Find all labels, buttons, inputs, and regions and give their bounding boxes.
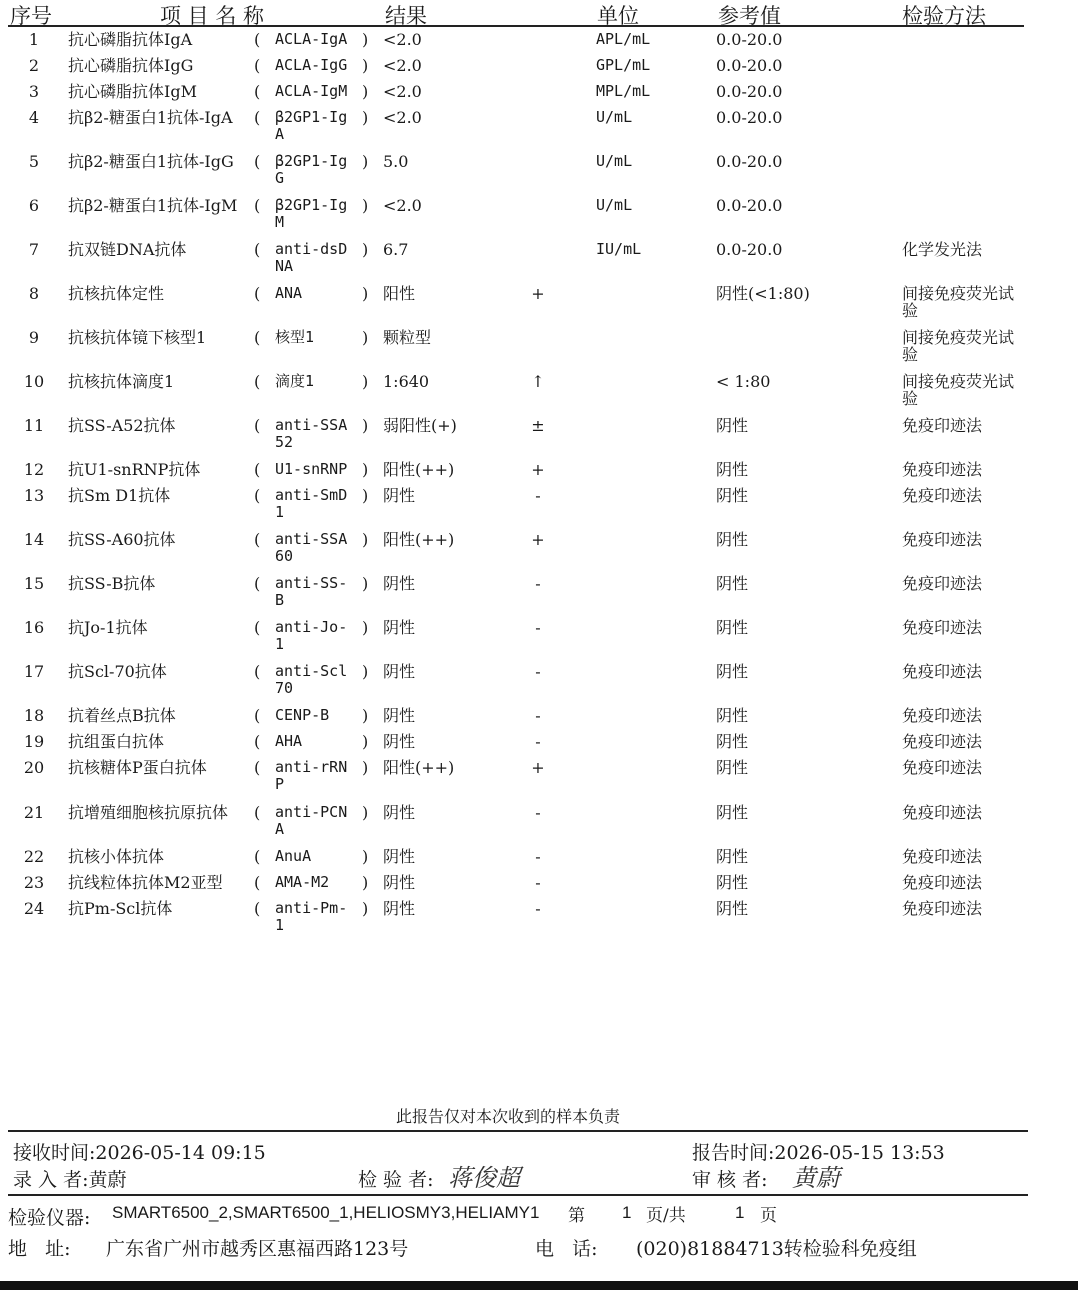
test-name: 抗心磷脂抗体IgA	[68, 30, 193, 49]
close-paren: )	[362, 30, 369, 49]
test-abbreviation: AHA	[275, 732, 303, 750]
row-number: 18	[23, 706, 45, 725]
test-unit: IU/mL	[596, 240, 642, 258]
header-no: 序号	[10, 4, 52, 28]
reference-range: 阴性	[716, 416, 749, 435]
test-name: 抗U1-snRNP抗体	[68, 460, 201, 479]
result-flag: -	[535, 574, 541, 593]
close-paren: )	[362, 82, 369, 101]
test-abbreviation: ANA	[275, 284, 303, 302]
test-abbreviation: anti-SSA60	[275, 530, 348, 565]
test-name: 抗组蛋白抗体	[68, 732, 165, 751]
reference-range: 0.0-20.0	[716, 152, 783, 171]
reference-range: 阴性	[716, 803, 749, 822]
test-abbreviation: 滴度1	[275, 372, 315, 390]
row-number: 3	[28, 82, 40, 101]
test-method: 免疫印迹法	[902, 847, 983, 866]
test-name: 抗Jo-1抗体	[68, 618, 148, 637]
header-method: 检验方法	[902, 4, 986, 28]
test-abbreviation: AMA-M2	[275, 873, 330, 891]
test-name: 抗SS-A60抗体	[68, 530, 176, 549]
row-number: 19	[23, 732, 45, 751]
open-paren: (	[254, 706, 261, 725]
test-method: 化学发光法	[902, 240, 983, 259]
test-abbreviation: AnuA	[275, 847, 312, 865]
test-method: 免疫印迹法	[902, 899, 983, 918]
open-paren: (	[254, 328, 261, 347]
open-paren: (	[254, 530, 261, 549]
test-result: 阳性(++)	[383, 530, 455, 549]
test-abbreviation: anti-SmD1	[275, 486, 348, 521]
test-abbreviation: anti-SSA52	[275, 416, 348, 451]
row-number: 5	[28, 152, 40, 171]
header-name: 项 目 名 称	[160, 4, 265, 28]
instrument-list: SMART6500_2,SMART6500_1,HELIOSMY3,HELIAMY1	[112, 1203, 540, 1222]
result-flag: +	[531, 758, 545, 777]
reference-range: 0.0-20.0	[716, 82, 783, 101]
tester-label: 检 验 者:	[358, 1169, 434, 1191]
open-paren: (	[254, 240, 261, 259]
test-abbreviation: CENP-B	[275, 706, 330, 724]
close-paren: )	[362, 732, 369, 751]
result-flag: -	[535, 873, 541, 892]
test-abbreviation: anti-dsDNA	[275, 240, 348, 275]
test-result: 1:640	[383, 372, 430, 391]
row-number: 2	[28, 56, 40, 75]
test-unit: APL/mL	[596, 30, 651, 48]
row-number: 10	[23, 372, 45, 391]
close-paren: )	[362, 662, 369, 681]
reference-range: 阴性(<1:80)	[716, 284, 810, 303]
test-abbreviation: ACLA-IgM	[275, 82, 348, 100]
test-method: 免疫印迹法	[902, 530, 983, 549]
open-paren: (	[254, 152, 261, 171]
open-paren: (	[254, 82, 261, 101]
test-method: 免疫印迹法	[902, 873, 983, 892]
reference-range: 阴性	[716, 899, 749, 918]
close-paren: )	[362, 486, 369, 505]
close-paren: )	[362, 284, 369, 303]
test-abbreviation: β2GP1-IgA	[275, 108, 348, 143]
test-unit: U/mL	[596, 108, 633, 126]
header-ref: 参考值	[718, 4, 781, 28]
test-method: 免疫印迹法	[902, 416, 983, 435]
test-result: 颗粒型	[383, 328, 432, 347]
phone-label: 电 话:	[535, 1238, 598, 1260]
open-paren: (	[254, 56, 261, 75]
test-result: <2.0	[383, 56, 422, 75]
report-time: 报告时间:2026-05-15 13:53	[692, 1142, 945, 1164]
test-name: 抗核抗体镜下核型1	[68, 328, 207, 347]
test-name: 抗心磷脂抗体IgM	[68, 82, 197, 101]
tester-signature: 蒋俊超	[448, 1164, 520, 1192]
test-abbreviation: anti-Pm-1	[275, 899, 348, 934]
test-name: 抗增殖细胞核抗原抗体	[68, 803, 229, 822]
test-method: 免疫印迹法	[902, 706, 983, 725]
reviewer-label: 审 核 者:	[692, 1169, 768, 1191]
test-result: <2.0	[383, 30, 422, 49]
test-abbreviation: ACLA-IgG	[275, 56, 348, 74]
close-paren: )	[362, 873, 369, 892]
result-flag: -	[535, 847, 541, 866]
close-paren: )	[362, 758, 369, 777]
test-method: 免疫印迹法	[902, 732, 983, 751]
test-result: 阴性	[383, 662, 416, 681]
result-flag: +	[531, 460, 545, 479]
test-unit: U/mL	[596, 196, 633, 214]
row-number: 8	[28, 284, 40, 303]
test-name: 抗双链DNA抗体	[68, 240, 187, 259]
test-name: 抗Pm-Scl抗体	[68, 899, 173, 918]
reference-range: 0.0-20.0	[716, 240, 783, 259]
open-paren: (	[254, 196, 261, 215]
test-result: 阴性	[383, 574, 416, 593]
test-name: 抗线粒体抗体M2亚型	[68, 873, 223, 892]
row-number: 14	[23, 530, 45, 549]
result-flag: +	[531, 530, 545, 549]
test-name: 抗β2-糖蛋白1抗体-IgA	[68, 108, 233, 127]
row-number: 1	[28, 30, 40, 49]
close-paren: )	[362, 196, 369, 215]
test-name: 抗Scl-70抗体	[68, 662, 167, 681]
page-prefix: 第	[568, 1206, 585, 1226]
test-result: 阴性	[383, 899, 416, 918]
bottom-edge-bar	[0, 1281, 1078, 1290]
close-paren: )	[362, 899, 369, 918]
row-number: 12	[23, 460, 45, 479]
result-flag: +	[531, 284, 545, 303]
receive-time: 接收时间:2026-05-14 09:15	[13, 1142, 266, 1164]
result-flag: -	[535, 486, 541, 505]
test-result: <2.0	[383, 196, 422, 215]
row-number: 23	[23, 873, 45, 892]
test-name: 抗核抗体滴度1	[68, 372, 175, 391]
test-result: 阴性	[383, 732, 416, 751]
result-flag: ↑	[531, 372, 545, 391]
close-paren: )	[362, 56, 369, 75]
reference-range: 阴性	[716, 873, 749, 892]
result-flag: -	[535, 706, 541, 725]
reviewer-signature: 黄蔚	[792, 1164, 840, 1192]
test-abbreviation: ACLA-IgA	[275, 30, 348, 48]
address: 广东省广州市越秀区惠福西路123号	[106, 1238, 409, 1260]
test-result: 弱阳性(+)	[383, 416, 457, 435]
test-abbreviation: anti-PCNA	[275, 803, 348, 838]
test-method: 免疫印迹法	[902, 460, 983, 479]
open-paren: (	[254, 662, 261, 681]
test-abbreviation: U1-snRNP	[275, 460, 348, 478]
reference-range: < 1:80	[716, 372, 771, 391]
page-suffix: 页	[760, 1206, 777, 1226]
test-name: 抗核小体抗体	[68, 847, 165, 866]
page-current: 1	[622, 1203, 632, 1222]
test-result: 阴性	[383, 847, 416, 866]
close-paren: )	[362, 328, 369, 347]
test-unit: GPL/mL	[596, 56, 651, 74]
open-paren: (	[254, 618, 261, 637]
test-result: 5.0	[383, 152, 409, 171]
reference-range: 阴性	[716, 847, 749, 866]
reference-range: 阴性	[716, 486, 749, 505]
test-abbreviation: anti-SS-B	[275, 574, 348, 609]
test-method: 免疫印迹法	[902, 803, 983, 822]
test-unit: MPL/mL	[596, 82, 651, 100]
close-paren: )	[362, 240, 369, 259]
reference-range: 阴性	[716, 758, 749, 777]
open-paren: (	[254, 372, 261, 391]
open-paren: (	[254, 108, 261, 127]
result-flag: ±	[531, 416, 545, 435]
test-method: 间接免疫荧光试验	[902, 284, 1015, 320]
test-name: 抗SS-B抗体	[68, 574, 156, 593]
close-paren: )	[362, 706, 369, 725]
test-name: 抗SS-A52抗体	[68, 416, 176, 435]
open-paren: (	[254, 732, 261, 751]
page-mid: 页/共	[646, 1206, 686, 1226]
test-abbreviation: anti-rRNP	[275, 758, 348, 793]
close-paren: )	[362, 574, 369, 593]
reference-range: 0.0-20.0	[716, 108, 783, 127]
close-paren: )	[362, 372, 369, 391]
test-result: 阳性(++)	[383, 758, 455, 777]
test-unit: U/mL	[596, 152, 633, 170]
test-method: 免疫印迹法	[902, 618, 983, 637]
test-name: 抗Sm D1抗体	[68, 486, 171, 505]
phone: (020)81884713转检验科免疫组	[636, 1238, 917, 1260]
test-name: 抗核糖体P蛋白抗体	[68, 758, 207, 777]
test-abbreviation: β2GP1-IgM	[275, 196, 348, 231]
test-result: 阴性	[383, 803, 416, 822]
open-paren: (	[254, 847, 261, 866]
entry-person: 录 入 者:黄蔚	[13, 1169, 127, 1191]
row-number: 7	[28, 240, 40, 259]
row-number: 4	[28, 108, 40, 127]
test-abbreviation: β2GP1-IgG	[275, 152, 348, 187]
test-method: 免疫印迹法	[902, 662, 983, 681]
close-paren: )	[362, 618, 369, 637]
test-name: 抗核抗体定性	[68, 284, 165, 303]
open-paren: (	[254, 30, 261, 49]
reference-range: 阴性	[716, 530, 749, 549]
result-flag: -	[535, 662, 541, 681]
test-result: 阴性	[383, 486, 416, 505]
reference-range: 0.0-20.0	[716, 30, 783, 49]
close-paren: )	[362, 108, 369, 127]
test-method: 免疫印迹法	[902, 486, 983, 505]
test-result: 阴性	[383, 618, 416, 637]
open-paren: (	[254, 416, 261, 435]
row-number: 24	[23, 899, 45, 918]
test-name: 抗β2-糖蛋白1抗体-IgM	[68, 196, 238, 215]
test-result: 6.7	[383, 240, 409, 259]
open-paren: (	[254, 803, 261, 822]
close-paren: )	[362, 152, 369, 171]
address-label: 地 址:	[8, 1238, 71, 1260]
test-abbreviation: 核型1	[275, 328, 315, 346]
test-method: 间接免疫荧光试验	[902, 372, 1015, 408]
row-number: 16	[23, 618, 45, 637]
reference-range: 0.0-20.0	[716, 196, 783, 215]
row-number: 9	[28, 328, 40, 347]
close-paren: )	[362, 803, 369, 822]
row-number: 22	[23, 847, 45, 866]
test-method: 免疫印迹法	[902, 574, 983, 593]
row-number: 6	[28, 196, 40, 215]
page-total: 1	[735, 1203, 745, 1222]
reference-range: 阴性	[716, 574, 749, 593]
open-paren: (	[254, 873, 261, 892]
test-result: 阳性	[383, 284, 416, 303]
open-paren: (	[254, 486, 261, 505]
test-result: 阴性	[383, 706, 416, 725]
test-name: 抗着丝点B抗体	[68, 706, 176, 725]
test-abbreviation: anti-Jo-1	[275, 618, 348, 653]
header-result: 结果	[385, 4, 427, 28]
test-result: <2.0	[383, 108, 422, 127]
reference-range: 阴性	[716, 732, 749, 751]
test-result: 阳性(++)	[383, 460, 455, 479]
open-paren: (	[254, 574, 261, 593]
open-paren: (	[254, 284, 261, 303]
reference-range: 阴性	[716, 460, 749, 479]
row-number: 11	[23, 416, 45, 435]
reference-range: 0.0-20.0	[716, 56, 783, 75]
reference-range: 阴性	[716, 706, 749, 725]
result-flag: -	[535, 803, 541, 822]
close-paren: )	[362, 460, 369, 479]
open-paren: (	[254, 460, 261, 479]
footer-mid-rule	[8, 1194, 1028, 1196]
test-abbreviation: anti-Scl70	[275, 662, 348, 697]
open-paren: (	[254, 899, 261, 918]
row-number: 17	[23, 662, 45, 681]
test-name: 抗β2-糖蛋白1抗体-IgG	[68, 152, 234, 171]
header-unit: 单位	[597, 4, 639, 28]
close-paren: )	[362, 847, 369, 866]
footer-top-rule	[8, 1130, 1028, 1132]
row-number: 21	[23, 803, 45, 822]
reference-range: 阴性	[716, 662, 749, 681]
result-flag: -	[535, 618, 541, 637]
test-name: 抗心磷脂抗体IgG	[68, 56, 194, 75]
report-note: 此报告仅对本次收到的样本负责	[395, 1107, 620, 1126]
test-result: <2.0	[383, 82, 422, 101]
test-method: 免疫印迹法	[902, 758, 983, 777]
test-result: 阴性	[383, 873, 416, 892]
row-number: 20	[23, 758, 45, 777]
row-number: 15	[23, 574, 45, 593]
row-number: 13	[23, 486, 45, 505]
close-paren: )	[362, 416, 369, 435]
result-flag: -	[535, 732, 541, 751]
instrument-label: 检验仪器:	[8, 1207, 91, 1229]
close-paren: )	[362, 530, 369, 549]
test-method: 间接免疫荧光试验	[902, 328, 1015, 364]
open-paren: (	[254, 758, 261, 777]
result-flag: -	[535, 899, 541, 918]
reference-range: 阴性	[716, 618, 749, 637]
